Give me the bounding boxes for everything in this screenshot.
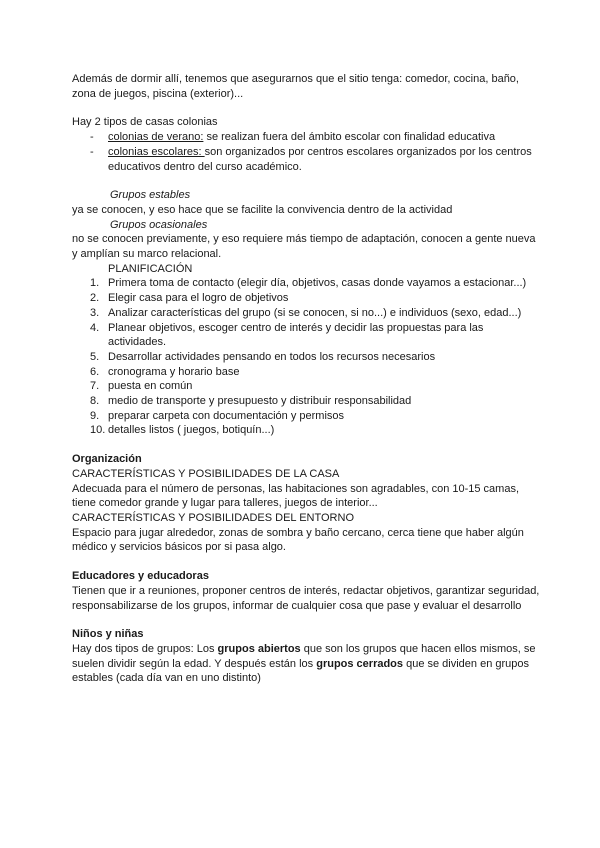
- children-text-part: que son los grupos que hacen ellos mismos, se suelen dividir según la edad. Y después están los: [72, 642, 536, 670]
- list-item: [72, 350, 542, 365]
- house-characteristics-title: CARACTERÍSTICAS Y POSIBILIDADES DE LA CASA: [72, 467, 340, 480]
- colony-type-text: son organizados por centros escolares organizados por los centros educativos dentro del curso académico.: [108, 145, 532, 173]
- step-text: cronograma y horario base: [108, 365, 240, 378]
- house-characteristics-text: Adecuada para el número de personas, las habitaciones son agradables, con 10-15 camas, tiene comedor grande y lugar para talleres, juegos de interior...: [72, 482, 520, 510]
- colony-type-term: colonias escolares:: [108, 145, 205, 158]
- open-groups-term: grupos abiertos: [217, 642, 301, 655]
- stable-groups-title: Grupos estables: [110, 189, 191, 202]
- step-text: medio de transporte y presupuesto y distribuir responsabilidad: [108, 395, 412, 408]
- step-text: puesta en común: [108, 380, 193, 393]
- stable-groups-text: ya se conocen, y eso hace que se facilite la convivencia dentro de la actividad: [72, 203, 453, 216]
- educators-text: Tienen que ir a reuniones, proponer centros de interés, redactar objetivos, garantizar seguridad, responsabilizarse de los grupos, informar de cualquier cosa que pase y evaluar el desarrollo: [72, 584, 540, 612]
- children-text: [72, 642, 542, 686]
- step-text: Analizar características del grupo (si se conocen, si no...) e individuos (sexo, edad...): [108, 306, 522, 319]
- list-item: [72, 365, 542, 380]
- step-text: Desarrollar actividades pensando en todos los recursos necesarios: [108, 350, 436, 363]
- children-text-part: Hay dos tipos de grupos: Los: [72, 642, 218, 655]
- occasional-groups-title: Grupos ocasionales: [110, 218, 208, 231]
- step-number: 7.: [90, 380, 100, 393]
- children-heading: Niños y niñas: [72, 628, 144, 641]
- list-item: [72, 321, 542, 350]
- environment-characteristics-title: CARACTERÍSTICAS Y POSIBILIDADES DEL ENTORNO: [72, 511, 354, 524]
- closed-groups-term: grupos cerrados: [316, 657, 404, 670]
- step-number: 10.: [90, 424, 106, 437]
- list-item: [72, 291, 542, 306]
- environment-characteristics-text: Espacio para jugar alrededor, zonas de sombra y baño cercano, cerca tiene que haber algún médico y servicios básicos por si pasa algo.: [72, 526, 524, 554]
- step-number: 2.: [90, 292, 100, 305]
- list-item: [72, 423, 542, 438]
- step-number: 9.: [90, 409, 100, 422]
- occasional-groups-text: no se conocen previamente, y eso requiere más tiempo de adaptación, conocen a gente nueva y amplían su marco relacional.: [72, 233, 536, 261]
- intro-paragraph: Además de dormir allí, tenemos que asegurarnos que el sitio tenga: comedor, cocina, baño, zona de juegos, piscina (exterior)...: [72, 73, 519, 100]
- list-item: [72, 379, 542, 394]
- step-text: Planear objetivos, escoger centro de interés y decidir las propuestas para las actividades.: [108, 321, 484, 349]
- planning-title: PLANIFICACIÓN: [108, 262, 193, 275]
- colony-types-list: [72, 130, 542, 174]
- list-item: [72, 145, 542, 174]
- step-text: Elegir casa para el logro de objetivos: [108, 292, 289, 305]
- list-item: [72, 306, 542, 321]
- planning-steps-list: [72, 276, 542, 438]
- step-number: 4.: [90, 321, 100, 334]
- list-item: [72, 130, 542, 145]
- organization-heading: Organización: [72, 453, 142, 466]
- step-text: detalles listos ( juegos, botiquín...): [108, 424, 275, 437]
- step-number: 1.: [90, 277, 100, 290]
- step-number: 8.: [90, 395, 100, 408]
- step-text: preparar carpeta con documentación y permisos: [108, 409, 345, 422]
- children-text-part: que se dividen en grupos estables (cada día van en uno distinto): [72, 657, 530, 685]
- list-item: [72, 409, 542, 424]
- step-number: 3.: [90, 306, 100, 319]
- colony-type-term: colonias de verano:: [108, 131, 204, 144]
- types-intro: Hay 2 tipos de casas colonias: [72, 116, 218, 129]
- step-text: Primera toma de contacto (elegir día, objetivos, casas donde vayamos a estacionar...): [108, 277, 527, 290]
- step-number: 5.: [90, 350, 100, 363]
- step-number: 6.: [90, 365, 100, 378]
- educators-heading: Educadores y educadoras: [72, 570, 209, 583]
- document-body: [72, 72, 542, 686]
- list-item: [72, 394, 542, 409]
- list-item: [72, 276, 542, 291]
- dash-bullet: -: [90, 131, 94, 144]
- dash-bullet: -: [90, 145, 94, 158]
- colony-type-text: se realizan fuera del ámbito escolar con finalidad educativa: [203, 131, 496, 144]
